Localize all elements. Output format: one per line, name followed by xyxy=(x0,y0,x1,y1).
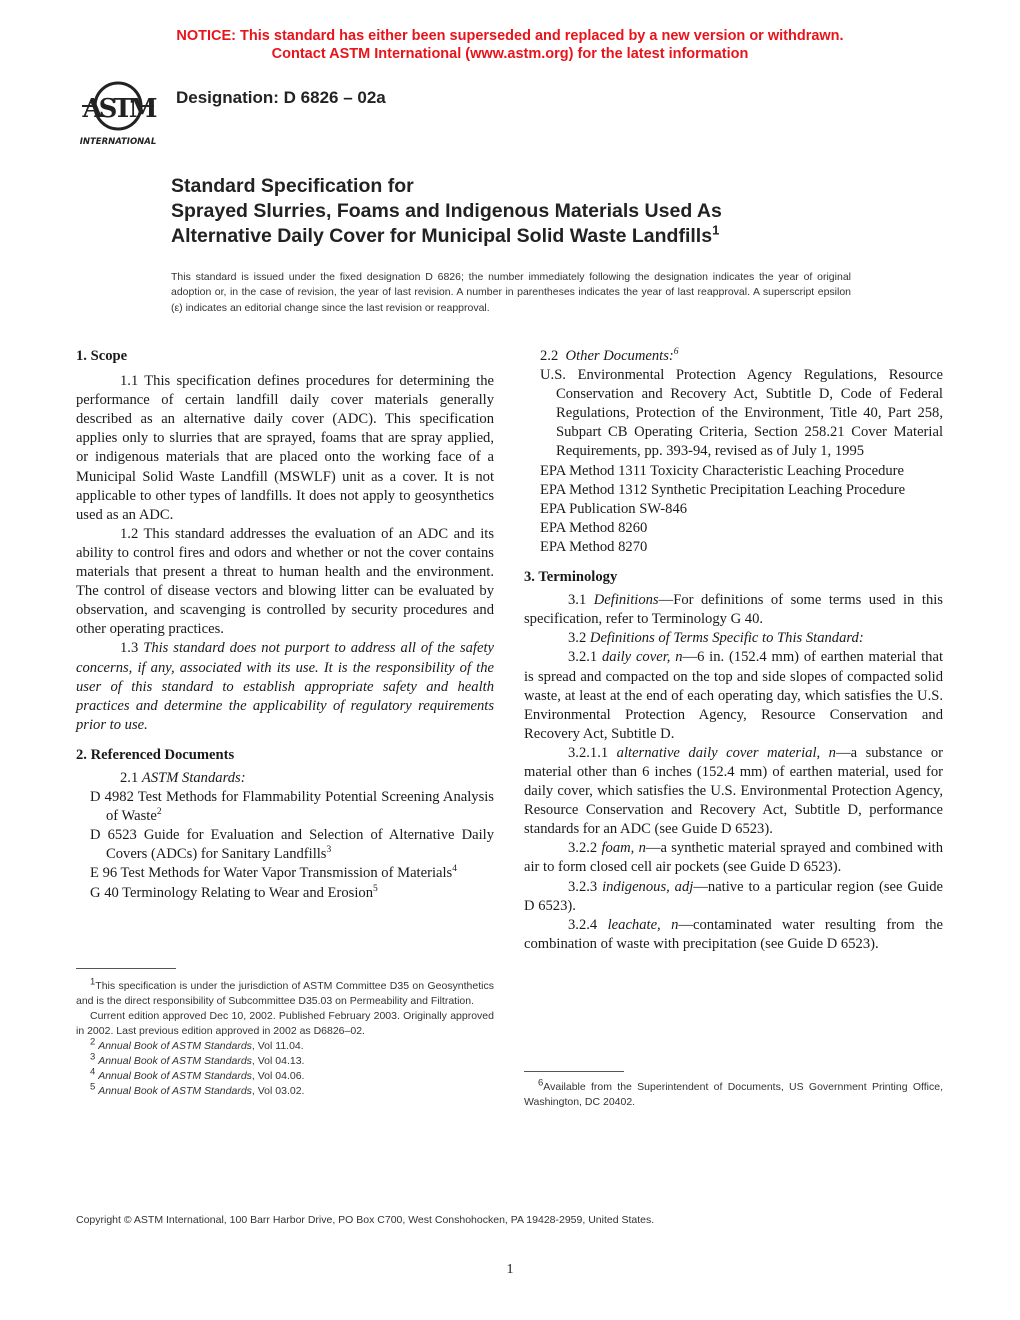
refdocs-heading: 2. Referenced Documents xyxy=(76,746,235,763)
document-title xyxy=(171,174,871,249)
scope-1-3: 1.3 This standard does not purport to address all of the safety concerns, if any, associated with its use. It is the responsibility of the user of this standard to establish appropriate safety and health practices and determine the applicability of regulatory requirements prior to use. xyxy=(76,640,494,733)
astm-logo-icon xyxy=(76,76,160,148)
footnote-item: $^5$ Annual Book of ASTM Standards, Vol 03.02. xyxy=(90,1081,305,1097)
term-3-2-2: 3.2.2 foam, n—a synthetic material sprayed and combined with air to form closed cell air pockets (see Guide D 6523). xyxy=(524,840,943,876)
footnote-item: $^2$ Annual Book of ASTM Standards, Vol 11.04. xyxy=(90,1036,304,1052)
right-column xyxy=(524,347,943,954)
footnote-1-edition: Current edition approved Dec 10, 2002. Published February 2003. Originally approved in 2002. Last previous edition approved in 2002 as D6826–02. xyxy=(76,1010,494,1037)
term-3-2-1: 3.2.1 daily cover, n—6 in. (152.4 mm) of earthen material that is spread and compacted on the top and side slopes of compacted solid waste, at least at the end of each operating day, which satisfies the U.S. Environmental Protection Agency, Resource Conservation and Recovery Act, Subtitle D. xyxy=(524,649,943,742)
footnote-item: $^3$ Annual Book of ASTM Standards, Vol 04.13. xyxy=(90,1051,305,1067)
page-number: 1 xyxy=(506,1262,514,1277)
refdocs-2-2: 2.2 Other Documents:$^6$ xyxy=(540,347,679,364)
svg-text:ASTM: ASTM xyxy=(82,94,154,124)
other-doc-item: EPA Method 1312 Synthetic Precipitation Leaching Procedure xyxy=(540,481,906,498)
term-3-2-4: 3.2.4 leachate, n—contaminated water resulting from the combination of waste with precipitation (see Guide D 6523). xyxy=(524,916,943,952)
term-3-2: 3.2 Definitions of Terms Specific to This Standard: xyxy=(568,630,864,647)
scope-1-1: 1.1 This specification defines procedures for determining the performance of certain landfill daily cover materials generally described as an alternative daily cover (ADC). This specification applies only to slurries that are sprayed, foams that are spray applied, or indigenous materials that are placed onto the working face of a Municipal Solid Waste Landfill (MSWLF) unit as a cover. It is not applicable to other types of landfills. It does not apply to geosynthetics used as an ADC. xyxy=(76,373,494,523)
notice-line-1: NOTICE: This standard has either been superseded and replaced by a new version or withdrawn. xyxy=(176,28,844,44)
term-3-1: 3.1 Definitions—For definitions of some terms used in this specification, refer to Terminology G 40. xyxy=(524,592,943,628)
scope-heading: 1. Scope xyxy=(76,348,128,364)
term-3-2-3: 3.2.3 indigenous, adj—native to a particular region (see Guide D 6523). xyxy=(524,878,944,914)
ref-item: E 96 Test Methods for Water Vapor Transmission of Materials$^4$ xyxy=(90,864,457,882)
footnote-1: $^1$This specification is under the jurisdiction of ASTM Committee D35 on Geosynthetics and is the direct responsibility of Subcommittee D35.03 on Permeability and Filtration. xyxy=(76,976,494,1007)
title-line-3: Alternative Daily Cover for Municipal Solid Waste Landfills xyxy=(171,225,713,247)
title-line-1: Standard Specification for xyxy=(171,175,414,197)
scope-1-2: 1.2 This standard addresses the evaluation of an ADC and its ability to control fires and odors and whether or not the cover contains materials that present a threat to human health and the environment. The control of disease vectors and blowing litter can be evaluated by observation, and scavenging is controlled by security procedures and other operating practices. xyxy=(76,525,494,638)
title-line-2: Sprayed Slurries, Foams and Indigenous Materials Used As xyxy=(171,200,722,222)
issued-note: This standard is issued under the fixed designation D 6826; the number immediately following the designation indicates the year of original adoption or, in the case of revision, the year of last revision. A number in parentheses indicates the year of last reapproval. A superscript epsilon (ε) indicates an editorial change since the last revision or reapproval. xyxy=(171,271,851,314)
left-column xyxy=(76,347,494,903)
refdocs-2-1: 2.1 ASTM Standards: xyxy=(120,769,246,786)
ref-item: G 40 Terminology Relating to Wear and Erosion$^5$ xyxy=(90,883,378,901)
footnote-item: $^4$ Annual Book of ASTM Standards, Vol 04.06. xyxy=(90,1066,305,1082)
footnote-6: $^6$Available from the Superintendent of Documents, US Government Printing Office, Washington, DC 20402. xyxy=(524,1077,943,1108)
copyright: Copyright © ASTM International, 100 Barr Harbor Drive, PO Box C700, West Conshohocken, PA 19428-2959, United States. xyxy=(76,1214,655,1226)
designation: Designation: D 6826 – 02a xyxy=(176,88,386,107)
ref-item: D 4982 Test Methods for Flammability Potential Screening Analysis of Waste$^2$ xyxy=(90,789,494,825)
terminology-heading: 3. Terminology xyxy=(524,569,618,586)
term-3-2-1-1: 3.2.1.1 alternative daily cover material, n—a substance or material other than 6 inches (152.4 mm) of earthen material, used for daily cover, which satisfies the U.S. Environmental Protection Agency, Resource Conservation and Recovery Act, Subtitle D, performance standards for an ADC (see Guide D 6523). xyxy=(524,744,943,838)
withdrawal-notice xyxy=(0,27,1020,63)
other-doc-item: EPA Method 8260 xyxy=(540,519,648,536)
footnotes-right xyxy=(524,1071,943,1110)
notice-line-2: Contact ASTM International (www.astm.org) for the latest information xyxy=(271,46,749,62)
footnotes-left xyxy=(76,968,494,1099)
other-doc-item: U.S. Environmental Protection Agency Regulations, Resource Conservation and Recovery Act, Subtitle D, Code of Federal Regulations, Protection of the Environment, Title 40, Part 258, Subpart CB Operating Criteria, Section 258.21 Cover Material Requirements, pp. 393-94, revised as of July 1, 1995 xyxy=(540,367,943,460)
logo-subtitle: INTERNATIONAL xyxy=(79,137,157,147)
title-footnote-ref: 1 xyxy=(712,222,720,238)
other-doc-item: EPA Method 8270 xyxy=(540,538,648,555)
other-doc-item: EPA Method 1311 Toxicity Characteristic Leaching Procedure xyxy=(540,462,905,479)
other-doc-item: EPA Publication SW-846 xyxy=(540,500,688,517)
ref-item: D 6523 Guide for Evaluation and Selection of Alternative Daily Covers (ADCs) for Sanitary Landfills$^3$ xyxy=(90,827,494,863)
